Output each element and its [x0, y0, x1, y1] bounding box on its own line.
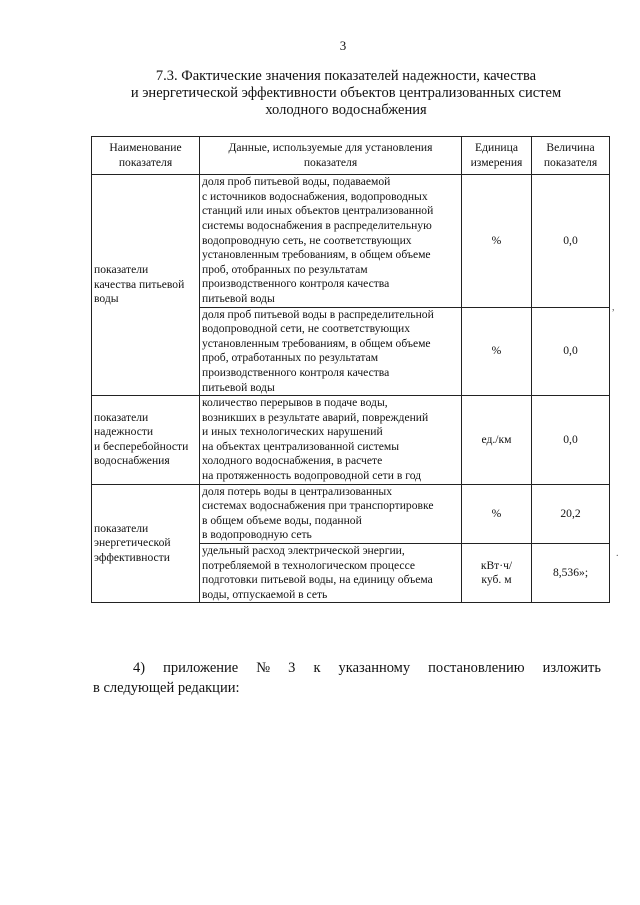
indicator-name-text: энергетической [94, 536, 171, 550]
indicator-data-text: удельный расход электрической энергии, [202, 544, 405, 558]
paragraph-word: указанному [338, 660, 411, 676]
indicator-data-text: подготовки питьевой воды, на единицу объема [202, 573, 433, 587]
header-data [200, 137, 462, 175]
indicator-data-text: и иных технологических нарушений [202, 425, 383, 439]
unit-text: % [491, 506, 502, 520]
unit-cell [462, 484, 532, 543]
section-heading [96, 68, 596, 119]
unit-cell [462, 307, 532, 396]
indicator-data-text: в общем объеме воды, поданной [202, 513, 362, 527]
paragraph-word: изложить [542, 660, 601, 676]
indicator-data-cell [200, 544, 462, 603]
table-body [92, 175, 610, 603]
indicator-data-text: с источников водоснабжения, водопроводных [202, 189, 428, 203]
unit-cell [462, 396, 532, 485]
header-text: измерения [470, 155, 523, 169]
indicator-data-text: доля потерь воды в централизованных [202, 484, 392, 498]
indicator-data-cell [200, 307, 462, 396]
indicator-data-text: в водопроводную сеть [202, 528, 312, 542]
heading-line: 7.3. Фактические значения показателей надежности, качества [155, 68, 537, 84]
unit-cell [462, 544, 532, 603]
table-header-row [92, 137, 610, 175]
header-value [532, 137, 610, 175]
indicator-name-text: показатели [94, 410, 149, 424]
indicator-name-text: и бесперебойности [94, 439, 189, 453]
indicator-data-text: воды, отпускаемой в сеть [202, 587, 328, 601]
unit-text: % [491, 344, 502, 358]
paragraph-word: 3 [288, 660, 296, 676]
indicator-data-text: на объектах централизованной системы [202, 439, 400, 453]
value-cell: 0,0 [532, 307, 610, 396]
indicator-data-text: водопроводную сеть, не соответствующих [202, 233, 412, 247]
table-row [92, 484, 610, 543]
unit-text: ед./км [481, 432, 512, 446]
table-row [92, 396, 610, 485]
indicator-data-text: производственного контроля качества [202, 365, 390, 379]
indicator-name-text: эффективности [94, 550, 170, 564]
indicator-name-text: воды [94, 292, 119, 306]
header-text: Величина [546, 141, 595, 154]
scan-mark: . [616, 548, 619, 559]
paragraph-line: в следующей редакции: [93, 680, 240, 696]
indicator-name-text: качества питьевой [94, 277, 185, 291]
indicator-data-text: питьевой воды [202, 380, 275, 394]
value-cell: 20,2 [532, 484, 610, 543]
header-unit [462, 137, 532, 175]
unit-text: % [491, 233, 502, 247]
indicator-data-text: проб, отработанных по результатам [202, 351, 379, 365]
indicator-name-text: водоснабжения [94, 454, 170, 468]
indicators-table [91, 136, 610, 603]
header-text: показателя [543, 155, 598, 169]
value-cell: 0,0 [532, 396, 610, 485]
indicator-data-text: установленным требованиям, в общем объеме [202, 336, 431, 350]
heading-line: холодного водоснабжения [265, 102, 427, 118]
indicator-data-cell [200, 396, 462, 485]
indicator-data-cell [200, 484, 462, 543]
indicator-data-text: системы водоснабжения в распределительную [202, 218, 432, 232]
indicator-data-text: потребляемой в технологическом процессе [202, 558, 416, 572]
page-number: 3 [339, 38, 347, 53]
table-row [92, 175, 610, 307]
indicator-data-text: системах водоснабжения при транспортировке [202, 499, 434, 513]
indicator-data-text: доля проб питьевой воды, подаваемой [202, 175, 391, 189]
indicator-name-cell [92, 484, 200, 603]
header-text: Единица [475, 141, 518, 154]
paragraph-word: к [313, 660, 321, 676]
scan-mark: , [612, 302, 615, 313]
unit-text: кВт·ч/ [480, 558, 513, 572]
indicator-data-text: холодного водоснабжения, в расчете [202, 454, 383, 468]
header-text: показателя [118, 155, 173, 169]
indicator-name-cell [92, 396, 200, 485]
indicator-name-text: показатели [94, 521, 149, 535]
header-text: Данные, используемые для установления [228, 141, 433, 154]
indicator-data-text: на протяженность водопроводной сети в год [202, 469, 422, 483]
indicator-data-text: станций или иных объектов централизованной [202, 204, 434, 218]
header-text: Наименование [109, 141, 182, 154]
heading-line: и энергетической эффективности объектов централизованных систем [130, 85, 562, 101]
unit-text: куб. м [481, 573, 512, 587]
value-cell: 0,0 [532, 175, 610, 307]
header-name [92, 137, 200, 175]
indicator-name-cell [92, 175, 200, 396]
indicator-data-text: водопроводной сети, не соответствующих [202, 322, 411, 336]
indicator-data-text: количество перерывов в подаче воды, [202, 396, 388, 410]
header-text: показателя [303, 155, 358, 169]
indicator-name-text: показатели [94, 263, 149, 277]
indicator-data-text: питьевой воды [202, 291, 275, 305]
indicator-data-text: доля проб питьевой воды в распределительной [202, 307, 434, 321]
indicator-data-text: производственного контроля качества [202, 277, 390, 291]
indicator-data-text: проб, отобранных по результатам [202, 262, 368, 276]
paragraph-word: приложение [163, 660, 239, 676]
paragraph-line [93, 658, 601, 678]
indicator-data-text: установленным требованиям, в общем объеме [202, 248, 431, 262]
indicator-data-cell [200, 175, 462, 307]
paragraph-word: постановлению [428, 660, 525, 676]
paragraph-word: № [256, 660, 271, 676]
indicator-name-text: надежности [94, 425, 154, 439]
indicator-data-text: возникших в результате аварий, повреждений [202, 410, 429, 424]
unit-cell [462, 175, 532, 307]
paragraph-word: 4) [133, 660, 146, 676]
value-cell: 8,536»; [532, 544, 610, 603]
body-paragraph [93, 658, 601, 698]
